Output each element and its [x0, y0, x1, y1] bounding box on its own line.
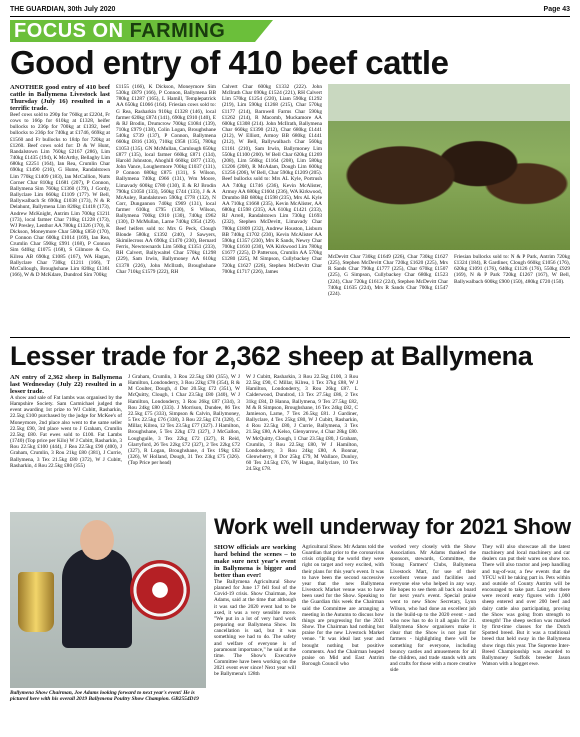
article2-column-1	[10, 374, 122, 508]
article2-headline: Lesser trade for 2,362 sheep at Ballymena	[10, 341, 533, 371]
article1-col1-text: Beef cows sold to 290p for 760kg at £2204, Fr cows to 166p for 610kg at £1328, heifer bullocks to 236p for 700kg at £1392, beef bullocks to 236p for 740kg at £1746, 669kg at £1560 and Fr bullocks to 184p for 720kg at £1260. Beef cows sold for: D & W Hunt, Randalstown Lim 760kg £2167 (286), Lim 740kg £1435 (194), K McArthy, Bellaghy Lim 680kg £2251 (164), Ian Rea, Crumlin Char 690kg £1490 (216), G Hume, Randalstown Lim 770kg £1409 (183), Ian McCallion, Nutts Corner Char 810kg £1681 (207), P Connon, Ballymena Sim 760kg £1360 (179), J Gordy, Ballyclare Lim 660kg £1109 (177). W Bell, Ballywalbach St 690kg £1038 (173), N & R Delahunt, Ballymena Lim 820kg £1418 (173), Andrew McKnight, Antrim Lim 700kg £1211 (173), local farmer Char 710kg £1228 (173), WJ Presley, Lenthor AA 780kg £1326 (170), K Dickson, Moneymore Char 500kg £850 (170), P Connon Char 600kg £1014 (169), Ian Rea, Crumlin Char 590kg £991 (168), P Connon Sim 640kg £1075 (168), S Gilmore & Co, Kilrea AB 690kg £1085 (167), WA Hagan, Ballyclare Char 730kg £1211 (166), T McCullough, Broughshane Lim 820kg £1361 (166), W & D McKdare, Dundrod Sim 700kg	[10, 112, 110, 279]
publication-date: THE GUARDIAN, 30th July 2020	[10, 6, 116, 13]
article1-col5-text: Friesian bullocks sold to: N & P Park, Antrim 720kg £1324 (184), R Gardiner, Clough 660kg £1056 (176), 620kg £1091 (176), 640kg £1126 (176), 550kg £929 (169), N & P Park 720kg £1267 (167), W Bell, Ballywalbach 600kg £900 (150), 480kg £720 (150).	[454, 254, 570, 285]
article3-col3-text: worked very closely with the Show Association. Mr Adams thanked the sponsors, stewards, Committee, the Young Farmers' Clubs, Ballymena Livestock Mart, for use of their excellent venue and facilities and everyone else who helped in any way. He hopes to see them all back on board for next year's event. Special praise went to new Show Secretary, Lynn Wilson, who had done an excellent job in the build-up to the 2020 event - and who now has to do it all again for 21. Ballymena Show organisers make it clear that the Show is not just for farmers - highlighting there will be something for everyone, including bouncy castles and amusements for all the children, and trade stands with arts and crafts for those with a more creative side	[390, 544, 476, 674]
article3-col2-text: Agricultural Show. Mr Adams told the Guardian that prior to the coronavirus crisis crippling the world they were right on target and very excited, with their plans for this year's event. It was to have been the second successive year that the new Ballymena Livestock Market venue was to have been used for the Show. Speaking to the Guardian this week the Chairman said the Committee are arranging a meeting in the Autumn to discuss how things are progressing for the 2021 Show. The Chairman had nothing but praise for the new Livestock Market venue. "It was ideal last year and brought nothing but positive comments. And the Chairman heaped praise on Mid and East Antrim Borough Council who	[302, 544, 384, 667]
article1-col4-text: McDevitt Char 730kg £1649 (226), Char 730kg £1627 (225), Stephen McDevitt Char 720kg £1620 (225), Mrs R Sands Char 790kg £1777 (225), Char 670kg £1507 (225), G Simpson, Cullybackey Char 680kg £1523 (224), Char 720kg £1612 (224), Stephen McDevitt Char 740kg £1635 (224), Mrs R Sands Char 700kg £1547 (224).	[328, 254, 448, 297]
rosette-icon	[130, 560, 190, 620]
article2-col3-text: W J Cubitt, Rasharkin, 3 Rou 22.5kg £100, 3 Rou 22.5kg £90, C Millar, Kilrea, 1 Tex 37kg £88, W J Hamilton, Londonderry, 3 Rou 26kg £87. L Calderwood, Dundrod, 13 Tex 27.5kg £86, 2 Tex 31kg £84, D Hanna, Ballymena, 9 Tex 27.5kg £82, M & R Simpson, Broughshane, 16 Tex 24kg £82, C Jamieson, Larne, 7 Tex 26.5kg £81. J Gardiner, Ballyclare, 4 Tex 25kg £80, W J Cubitt, Rasharkin, 4 Rou 22.5kg £80, J Currie, Ballymena, 3 Tex 21.5kg £80, A Kelso, Glenyarrow, 4 Char 28kg £80. W McQuitty, Clough, 1 Char 23.5kg £80, J Graham, Crumlin, 3 Rou 22.5kg £80, W J Hamilton, Londonderry, 3 Rou 24kg £80, A Bonnar, Glenwherry, 8 Dor 25kg £79, M Wallace, Dunloy, 60 Tex 24.5kg £76, W Hagan, Ballyclare, 10 Tex 24.5kg £78.	[246, 374, 358, 473]
article2-col2-text: J Graham, Crumlin, 3 Rou 22.5kg £80 (355), W J Hamilton, Londonderry, 3 Rou 22kg £78 (354), R & M Coulter, Dough, 4 Dor 20.5kg £72 (351), W McQuitty, Clough, 1 Char 23.5kg £80 (340), W J Hamilton, Londonderry, 3 Rou 26kg £87 (334), 3 Rou 24kg £80 (333). J Morrison, Dundee, 86 Tex 22.5kg £75 (333), Simpson & Calvin, Ballymoney, 5 Tex 22.5kg £76 (338), 3 Rou 22.5kg £74 (328), C Millar, Kilrea, 12 Tex 23.5kg £77 (327). J Hamilton, Broughshane, 5 Tex 22kg £72 (327), J McGallon, Loughguile, 3 Tex 22kg £72 (327), R Reid, Glarryford, 26 Tex 22kg £72 (327), 2 Tex 22kg £72 (327), R Logan, Broughshane, 4 Tex 19kg £62 (326), W Holland, Dough, 31 Tex 23kg £75 (326). (Top Price per head)	[128, 374, 240, 467]
show-chairman-photo	[10, 512, 206, 688]
photo-sky	[328, 84, 570, 121]
photo-person	[62, 548, 132, 648]
section-title-part1: FOCUS ON	[14, 20, 130, 42]
article3-column-2	[302, 544, 384, 734]
page-number: Page 43	[543, 6, 570, 13]
header-rule	[10, 16, 570, 17]
article3-col1-text: The Ballymena Agricultural Show planned for June 17 fell foul of the Covid-19 crisis. Show Chairman, Joe Adams, said at the time that although it was sad the 2020 event had to be axed, it was a very sensible move. "We put in a lot of very hard work preparing our Ballymena Show. Its cancellation is sad, but it was something we had to do. The safety and welfare of everyone is of paramount importance," he said at the time. The Show's Executive Committee have been working on the 2021 event ever since! Next year will be Ballymena's 128th	[214, 579, 296, 678]
trophy-icon	[18, 572, 54, 632]
article1-headline: Good entry of 410 beef cattle	[10, 44, 449, 81]
article3-col4-text: They will also showcase all the latest machinery and local machinery and car dealers can put their wares on show too. There will also tractor and jeep handling and tug-of-war, a few events that the YFCU will be taking part in. Pets within and outside of County Antrim will be encouraged to take part. Last year there were record entry figures with 1,000 sheep entered and over 200 beef and dairy cattle also participating, proving the Show was going from strength to strength! The sheep section was marked by first-time classes for the Dutch Spotted breed. But it was a traditional breed that held sway in the Ballymena show rings this year. The Supreme Inter-Breed Championship was awarded to Ballymoney Suffolk breeder Jason Watson with a hogget ewe.	[482, 544, 570, 667]
section-title-part2: FARMING	[129, 20, 226, 42]
page-header	[10, 6, 570, 16]
article1-lead: ANOTHER good entry of 410 beef cattle in Ballymena Livestock last Thursday (July 16) resulted in a terrific trade.	[10, 84, 110, 112]
article3-column-3	[390, 544, 476, 734]
article2-col1-text: A show and sale of Fat lambs was organised by the Hampshire Society. Sam Carmichael judged the event awarding 1st prize to WJ Cubitt, Rasharkin, 22.5kg £100 purchased by the judge for McKee's of Moneymore, 2nd place also went to the same seller 22.5kg £90, 3rd place went to J Graham, Crumlin 22.5kg £80. Fat ewes sold to £100. Fat Lambs (1740) (Top price per Kilo) W J Cubitt, Rasharkin, 3 Rou 22.5kg £100 (444), J Rea 22.5kg £90 (400), J Graham, Crumlin, 3 Rou 21kg £80 (381), J Currie, Ballymena, 3 Tex 21.5kg £80 (372), W J Cubitt, Rasharkin, 4 Rou 22.5kg £80 (355)	[10, 395, 122, 469]
photo-caption: Ballymena Show Chairman, Joe Adams looking forward to next year's event! He is pictured here with his overall 2019 Ballymena Poultry Show Champion. GB2554D19	[10, 690, 199, 703]
article1-col2-text: £1155 (166), K Dickson, Moneymore Sim 530kg £879 (166), P Connon, Ballymena BB 780kg £1287 (165), L Hamill, Templepatrick AA 650kg £1066 (164). Friesian cows sold to: G Rea, Rasharkin 910kg £1328 (146), local farmer 620kg £874 (141), 690kg £910 (140), E & RJ Brodin, Drumcrow 700kg £1084 (139), 710kg £979 (138), Colin Logan, Broughshane 540kg £739 (137), P Connon, Ballymena 660kg £816 (136), 710kg £958 (135), 780kg £1053 (135). GN McMullan, Carnlough 650kg £877 (135), local farmer 660kg £871 (134), Harold Johnston, Ahoghill 660kg £877 (133), John Vance, Loughermore 700kg £1037 (131), P Connon 680kg £875 (131), S Wilson, Ballymena 740kg £966 (131), Wm Moore, Limavady 600kg £780 (130), E & RJ Brodin 790kg £1050 (133), 560kg £744 (133), J & A McAuley, Randalstown 590kg £778 (132), N Corr, Dungannon 740kg £969 (131), local farmer 610kg £795 (130), S Wilson, Ballymena 700kg £910 (130), 740kg £962 (130), D McMullan, Larne 740kg £954 (129). Beef heifers sold to: Mrs G Peck, Clough Blonde 580kg £1392 (240), J Sawyers, Skimilecross AA 690kg £1470 (230), Bernard Ferris, Newtownards Lim 560kg £1351 (233), RH Calvert, Ballywaltel Char 570kg £1298 (229), Sam Irwin, Ballymoney AA 610kg £1378 (226), John McIlrath, Broughshane Char 710kg £1579 (222), RH	[116, 84, 216, 275]
article1-column-5	[454, 254, 570, 336]
article3-headline: Work well underway for 2021 Show	[214, 514, 571, 539]
article3-lead: SHOW officials are working hard behind the scenes – to make sure next year's event in Ballymena is bigger and better than ever!	[214, 544, 296, 579]
article2-column-2	[128, 374, 240, 508]
article1-col3-text: Calvert Char 600kg £1332 (222). John McIlrath Char 690kg £1524 (221), RH Calvert Lim 570kg £1254 (220), Liam 590kg £1292 (219), Lim 590kg £1268 (215), Char 570kg £1177 (214), Barnwell Farms Char 590kg £1262 (214), R Macomb, Muckamore AA 600kg £1308 (214). John McIlrath, Ballymena Char 660kg £1390 (212), Char 680kg £1441 (212), W Elliott, Armoy BB 680kg £1441 (212), W Bell, Ballywalbach Char 560kg £1161 (210), Sam Irwin, Ballymoney Lim 550kg £1100 (200). W Bell Char 620kg £1269 (208), Lim 560kg £1164 (208), Lim 580kg £1206 (208), R McAdam, Dough Lim 600kg £1256 (206), W Bell, Char 590kg £1209 (205). Beef bullocks sold to: Mrs AL Kyle, Portrush AA 740kg £1746 (236), Kevin McAlister, Armoy AA 680kg £1604 (236), WA Kirkwood, Drumbo BB 680kg £1598 (235), Mrs AL Kyle AA 710kg £1668 (235), Kevin McAlister, AA 680kg £1598 (235), AA 610kg £1421 (233), RJ Arrell, Randalstown Lim 730kg £1693 (232), Stephen McDevitt, Limavady Char 780kg £1809 (232), Andrew Houston, Lisburn BB 740kg £1702 (230), Kevin McAlister AA 590kg £1357 (230), Mrs R Sands, Newry Char 700kg £1610 (230), WA Kirkwood Lim 780kg £1677 (225), D Patterson, Crumlin AA 570kg £1280 (225), M Simpson, Cullybackey Char 720kg £1627 (226), Stephen McDevitt Char 700kg £1717 (226), James	[222, 84, 322, 275]
section-title	[14, 19, 225, 43]
article1-column-1	[10, 84, 110, 336]
article2-column-3	[246, 374, 358, 508]
article3-column-1	[214, 544, 296, 734]
section-divider	[10, 337, 570, 338]
photo-head	[80, 520, 114, 560]
article1-column-3	[222, 84, 322, 336]
article2-lead: AN entry of 2,362 sheep in Ballymena last Wednesday (July 22) resulted in a lesser trade.	[10, 374, 122, 395]
article1-column-4	[328, 254, 448, 336]
article3-column-4	[482, 544, 570, 734]
cattle-photo	[328, 84, 570, 250]
article1-column-2	[116, 84, 216, 336]
